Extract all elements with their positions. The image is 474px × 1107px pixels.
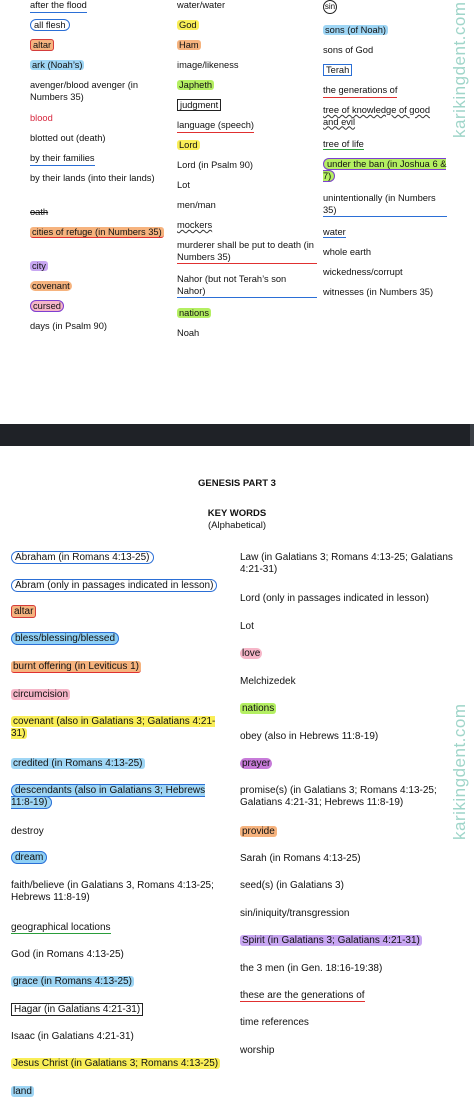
- word-entry: water: [323, 227, 346, 237]
- divider-edge: [470, 424, 474, 446]
- word-entry: Lord: [179, 140, 198, 150]
- key-word-item: Lot: [240, 621, 254, 632]
- word-entry: men/man: [177, 200, 216, 210]
- key-word-item: covenant (also in Galatians 3; Galatians 4:21-31): [11, 716, 216, 739]
- word-entry: sin: [323, 0, 337, 14]
- key-word-item: love: [242, 648, 261, 659]
- word-entry: by their lands (into their lands): [30, 173, 155, 183]
- key-word-item: burnt offering (in Leviticus 1): [13, 661, 139, 672]
- word-entry: whole earth: [323, 247, 372, 257]
- word-entry: oath: [30, 207, 49, 217]
- alphabetical-note: (Alphabetical): [207, 520, 267, 531]
- key-word-item: altar: [11, 606, 223, 618]
- watermark-bottom: karikingdent.com: [450, 703, 469, 840]
- word-entry: Nahor (but not Terah’s son Nahor): [177, 274, 317, 298]
- key-word-item: these are the generations of: [240, 990, 365, 1001]
- word-entry: Terah: [323, 65, 352, 77]
- word-entry: Lord (in Psalm 90): [177, 160, 253, 170]
- key-word-item: faith/believe (in Galatians 3, Romans 4:13-25; Hebrews 11:8-19): [11, 880, 214, 903]
- key-word-item: land: [13, 1086, 32, 1097]
- word-entry: city: [32, 261, 46, 271]
- key-word-item: Isaac (in Galatians 4:21-31): [11, 1031, 134, 1042]
- word-entry: judgment: [177, 100, 221, 112]
- key-word-item: Lord (only in passages indicated in lesson): [240, 593, 429, 604]
- key-word-item: seed(s) (in Galatians 3): [240, 880, 344, 891]
- word-entry: altar: [30, 40, 54, 52]
- document-title: GENESIS PART 3: [198, 478, 276, 489]
- key-word-item: provide: [242, 826, 275, 837]
- key-word-item: nations: [242, 703, 275, 714]
- word-entry: Japheth: [179, 80, 213, 90]
- key-word-item: Jesus Christ (in Galatians 3; Romans 4:13-25): [13, 1058, 219, 1069]
- word-entry: sons (of Noah): [325, 25, 386, 35]
- word-entry: under the ban (in Joshua 6 & 7): [323, 159, 447, 181]
- key-word-item: credited (in Romans 4:13-25): [13, 758, 143, 769]
- word-entry: all flesh: [30, 20, 70, 32]
- watermark-top: karikingdent.com: [450, 1, 469, 138]
- word-entry: God: [179, 20, 197, 30]
- page-divider: [0, 424, 474, 446]
- key-word-item: sin/iniquity/transgression: [240, 908, 350, 919]
- word-entry: cursed: [30, 301, 64, 313]
- key-word-item: Abram (only in passages indicated in lesson): [11, 580, 223, 592]
- word-entry: days (in Psalm 90): [30, 321, 107, 331]
- word-entry: wickedness/corrupt: [323, 267, 403, 277]
- word-entry: witnesses (in Numbers 35): [323, 287, 434, 297]
- word-entry: covenant: [32, 281, 70, 291]
- word-entry: blotted out (death): [30, 133, 106, 143]
- key-word-item: Melchizedek: [240, 676, 296, 687]
- key-word-item: the 3 men (in Gen. 18:16-19:38): [240, 963, 383, 974]
- word-entry: by their families: [30, 153, 95, 166]
- word-entry: Lot: [177, 180, 190, 190]
- word-entry: water/water: [177, 0, 226, 10]
- key-words-heading: KEY WORDS: [207, 508, 267, 519]
- word-entry: nations: [179, 308, 209, 318]
- word-entry: cities of refuge (in Numbers 35): [32, 227, 162, 237]
- key-word-item: prayer: [242, 758, 271, 769]
- key-word-item: promise(s) (in Galatians 3; Romans 4:13-25; Galatians 4:21-31; Hebrews 11:8-19): [240, 785, 437, 808]
- word-entry: murderer shall be put to death (in Numbers 35): [177, 240, 317, 264]
- word-entry: unintentionally (in Numbers 35): [323, 193, 447, 217]
- key-word-item: descendants (also in Galatians 3; Hebrews 11:8-19): [11, 785, 206, 808]
- word-entry: mockers: [177, 220, 213, 230]
- key-word-item: dream: [11, 852, 223, 864]
- word-entry: image/likeness: [177, 60, 239, 70]
- key-word-item: time references: [240, 1017, 309, 1028]
- word-entry: sons of God: [323, 45, 374, 55]
- key-word-item: God (in Romans 4:13-25): [11, 949, 124, 960]
- key-word-item: worship: [240, 1045, 275, 1056]
- key-word-item: bless/blessing/blessed: [11, 633, 223, 645]
- word-entry: blood: [30, 113, 53, 123]
- top-page: [0, 0, 474, 424]
- key-word-item: obey (also in Hebrews 11:8-19): [240, 731, 379, 742]
- word-entry: Ham: [179, 40, 199, 50]
- key-word-item: Hagar (in Galatians 4:21-31): [11, 1004, 223, 1016]
- key-word-item: destroy: [11, 826, 44, 837]
- key-word-item: Sarah (in Romans 4:13-25): [240, 853, 361, 864]
- word-entry: tree of knowledge of good and evil: [323, 105, 430, 127]
- word-entry: the generations of: [323, 85, 397, 98]
- word-entry: ark (Noah’s): [32, 60, 83, 70]
- key-word-item: Abraham (in Romans 4:13-25): [11, 552, 223, 564]
- word-entry: tree of life: [323, 139, 364, 149]
- key-word-item: Spirit (in Galatians 3; Galatians 4:21-31): [242, 935, 420, 946]
- word-entry: Noah: [177, 328, 200, 338]
- word-entry: after the flood: [30, 0, 87, 13]
- word-entry: avenger/blood avenger (in Numbers 35): [30, 80, 139, 102]
- key-word-item: Law (in Galatians 3; Romans 4:13-25; Galatians 4:21-31): [240, 552, 453, 575]
- key-word-item: circumcision: [13, 689, 69, 700]
- key-word-item: geographical locations: [11, 922, 111, 933]
- word-entry: language (speech): [177, 120, 254, 133]
- key-word-item: grace (in Romans 4:13-25): [13, 976, 132, 987]
